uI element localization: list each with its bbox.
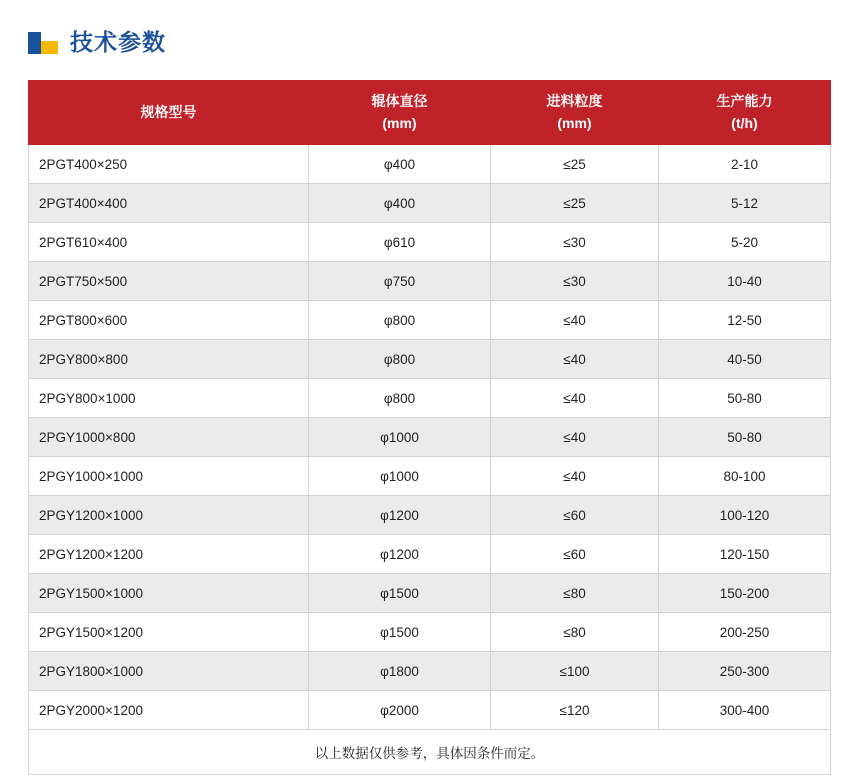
cell-model: 2PGT400×250 bbox=[29, 145, 309, 184]
cell-diameter: φ800 bbox=[309, 340, 491, 379]
cell-capacity: 12-50 bbox=[659, 301, 831, 340]
table-row bbox=[29, 301, 831, 340]
table-row bbox=[29, 184, 831, 223]
cell-model: 2PGY800×800 bbox=[29, 340, 309, 379]
cell-feed: ≤60 bbox=[491, 496, 659, 535]
table-row bbox=[29, 223, 831, 262]
cell-feed: ≤80 bbox=[491, 613, 659, 652]
column-header-diameter-name: 辊体直径 bbox=[371, 92, 428, 109]
cell-diameter: φ400 bbox=[309, 184, 491, 223]
cell-capacity: 100-120 bbox=[659, 496, 831, 535]
cell-model: 2PGY1000×800 bbox=[29, 418, 309, 457]
column-header-feed-name: 进料粒度 bbox=[546, 92, 603, 109]
cell-model: 2PGY2000×1200 bbox=[29, 691, 309, 730]
table-header-row bbox=[29, 80, 831, 144]
cell-diameter: φ800 bbox=[309, 301, 491, 340]
table-row bbox=[29, 652, 831, 691]
cell-capacity: 50-80 bbox=[659, 379, 831, 418]
cell-feed: ≤60 bbox=[491, 535, 659, 574]
table-footer bbox=[29, 730, 831, 775]
table-row bbox=[29, 457, 831, 496]
logo-blue-block bbox=[28, 32, 41, 54]
cell-diameter: φ1500 bbox=[309, 574, 491, 613]
table-footnote-row bbox=[29, 730, 831, 775]
cell-feed: ≤30 bbox=[491, 223, 659, 262]
table-row bbox=[29, 496, 831, 535]
cell-feed: ≤25 bbox=[491, 184, 659, 223]
cell-capacity: 2-10 bbox=[659, 145, 831, 184]
table-row bbox=[29, 418, 831, 457]
cell-capacity: 150-200 bbox=[659, 574, 831, 613]
cell-diameter: φ2000 bbox=[309, 691, 491, 730]
cell-model: 2PGT610×400 bbox=[29, 223, 309, 262]
table-header bbox=[29, 80, 831, 144]
table-body bbox=[29, 145, 831, 730]
column-header-capacity bbox=[659, 80, 831, 144]
cell-capacity: 80-100 bbox=[659, 457, 831, 496]
cell-capacity: 5-12 bbox=[659, 184, 831, 223]
cell-model: 2PGY1800×1000 bbox=[29, 652, 309, 691]
cell-model: 2PGY1500×1200 bbox=[29, 613, 309, 652]
column-header-feed bbox=[491, 80, 659, 144]
column-header-feed-unit: (mm) bbox=[557, 114, 592, 131]
spec-table bbox=[28, 80, 831, 775]
cell-model: 2PGY1500×1000 bbox=[29, 574, 309, 613]
cell-capacity: 50-80 bbox=[659, 418, 831, 457]
table-row bbox=[29, 145, 831, 184]
cell-capacity: 300-400 bbox=[659, 691, 831, 730]
cell-capacity: 200-250 bbox=[659, 613, 831, 652]
cell-diameter: φ1200 bbox=[309, 496, 491, 535]
cell-capacity: 40-50 bbox=[659, 340, 831, 379]
cell-feed: ≤30 bbox=[491, 262, 659, 301]
cell-model: 2PGY1000×1000 bbox=[29, 457, 309, 496]
brand-logo-icon bbox=[28, 32, 58, 54]
cell-model: 2PGY1200×1000 bbox=[29, 496, 309, 535]
cell-model: 2PGT750×500 bbox=[29, 262, 309, 301]
cell-feed: ≤80 bbox=[491, 574, 659, 613]
table-row bbox=[29, 379, 831, 418]
cell-diameter: φ1000 bbox=[309, 418, 491, 457]
cell-feed: ≤40 bbox=[491, 340, 659, 379]
cell-capacity: 10-40 bbox=[659, 262, 831, 301]
spec-table-container bbox=[0, 80, 858, 775]
cell-feed: ≤40 bbox=[491, 418, 659, 457]
cell-diameter: φ610 bbox=[309, 223, 491, 262]
table-row bbox=[29, 262, 831, 301]
cell-feed: ≤40 bbox=[491, 379, 659, 418]
cell-capacity: 120-150 bbox=[659, 535, 831, 574]
table-row bbox=[29, 574, 831, 613]
cell-diameter: φ750 bbox=[309, 262, 491, 301]
cell-feed: ≤120 bbox=[491, 691, 659, 730]
table-row bbox=[29, 535, 831, 574]
cell-model: 2PGY1200×1200 bbox=[29, 535, 309, 574]
logo-yellow-block bbox=[41, 41, 58, 54]
cell-feed: ≤40 bbox=[491, 457, 659, 496]
table-row bbox=[29, 691, 831, 730]
cell-diameter: φ1000 bbox=[309, 457, 491, 496]
column-header-diameter-unit: (mm) bbox=[382, 114, 417, 131]
cell-capacity: 250-300 bbox=[659, 652, 831, 691]
cell-capacity: 5-20 bbox=[659, 223, 831, 262]
column-header-capacity-unit: (t/h) bbox=[731, 114, 758, 131]
cell-diameter: φ1200 bbox=[309, 535, 491, 574]
cell-model: 2PGT400×400 bbox=[29, 184, 309, 223]
table-row bbox=[29, 340, 831, 379]
column-header-capacity-name: 生产能力 bbox=[716, 92, 773, 109]
table-footnote: 以上数据仅供参考，具体因条件而定。 bbox=[29, 730, 831, 775]
cell-diameter: φ1800 bbox=[309, 652, 491, 691]
cell-feed: ≤100 bbox=[491, 652, 659, 691]
column-header-model-name: 规格型号 bbox=[140, 103, 197, 120]
column-header-diameter bbox=[309, 80, 491, 144]
cell-feed: ≤25 bbox=[491, 145, 659, 184]
cell-feed: ≤40 bbox=[491, 301, 659, 340]
cell-diameter: φ1500 bbox=[309, 613, 491, 652]
cell-diameter: φ800 bbox=[309, 379, 491, 418]
column-header-model bbox=[29, 80, 309, 144]
cell-model: 2PGT800×600 bbox=[29, 301, 309, 340]
page-header bbox=[0, 0, 858, 80]
cell-diameter: φ400 bbox=[309, 145, 491, 184]
page-title: 技术参数 bbox=[70, 29, 166, 56]
table-row bbox=[29, 613, 831, 652]
cell-model: 2PGY800×1000 bbox=[29, 379, 309, 418]
